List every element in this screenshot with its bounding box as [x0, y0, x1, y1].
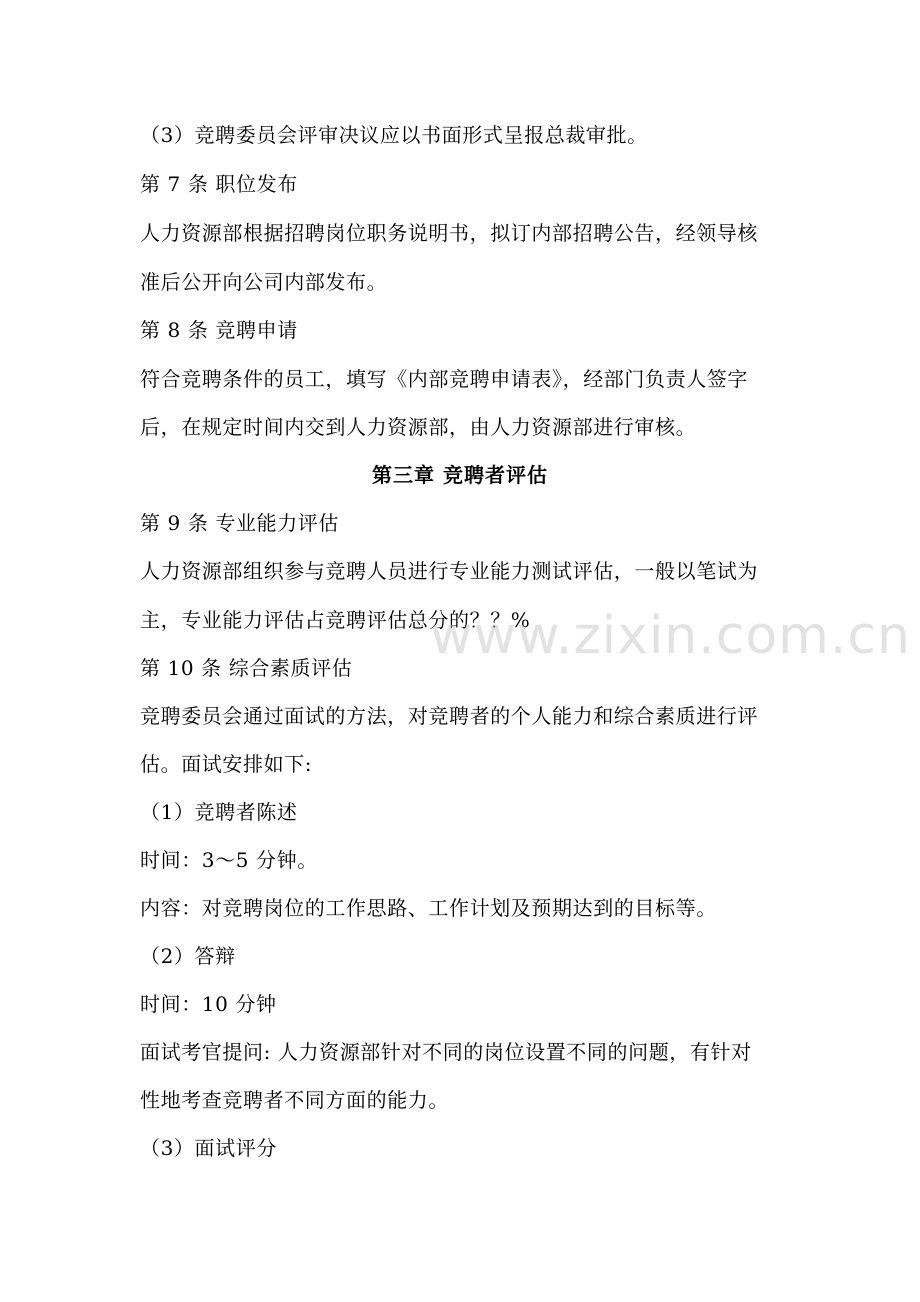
list-item-heading: （1）竞聘者陈述 — [140, 800, 298, 824]
paragraph-line: 人力资源部组织参与竞聘人员进行专业能力测试评估，一般以笔试为 — [140, 559, 758, 583]
paragraph-line: 符合竞聘条件的员工，填写《内部竞聘申请表》，经部门负责人签字 — [140, 367, 748, 391]
paragraph-line: 后，在规定时间内交到人力资源部，由人力资源部进行审核。 — [140, 415, 697, 439]
paragraph-line: 估。面试安排如下: — [140, 752, 313, 776]
paragraph-line: 人力资源部根据招聘岗位职务说明书，拟订内部招聘公告，经领导核 — [140, 221, 758, 245]
article-8-title: 第 8 条 竞聘申请 — [140, 318, 298, 342]
article-9-title: 第 9 条 专业能力评估 — [140, 511, 339, 535]
chapter-heading: 第三章 竞聘者评估 — [372, 463, 548, 487]
paragraph-line: 内容：对竞聘岗位的工作思路、工作计划及预期达到的目标等。 — [140, 896, 717, 920]
paragraph-line: 竞聘委员会通过面试的方法，对竞聘者的个人能力和综合素质进行评 — [140, 704, 758, 728]
paragraph-line: 时间：3～5 分钟。 — [140, 848, 318, 872]
list-item-heading: （3）面试评分 — [140, 1136, 277, 1160]
article-10-title: 第 10 条 综合素质评估 — [140, 656, 353, 680]
watermark-text: www.zixin.com.cn — [430, 606, 911, 666]
paragraph-line: （3）竞聘委员会评审决议应以书面形式呈报总裁审批。 — [140, 123, 648, 147]
paragraph-line: 主，专业能力评估占竞聘评估总分的？？% — [140, 608, 531, 632]
paragraph-line: 性地考查竞聘者不同方面的能力。 — [140, 1088, 449, 1112]
list-item-heading: （2）答辩 — [140, 944, 236, 968]
paragraph-line: 时间：10 分钟 — [140, 992, 277, 1016]
paragraph-line: 准后公开向公司内部发布。 — [140, 270, 388, 294]
article-7-title: 第 7 条 职位发布 — [140, 172, 298, 196]
paragraph-line: 面试考官提问: 人力资源部针对不同的岗位设置不同的问题，有针对 — [140, 1040, 752, 1064]
